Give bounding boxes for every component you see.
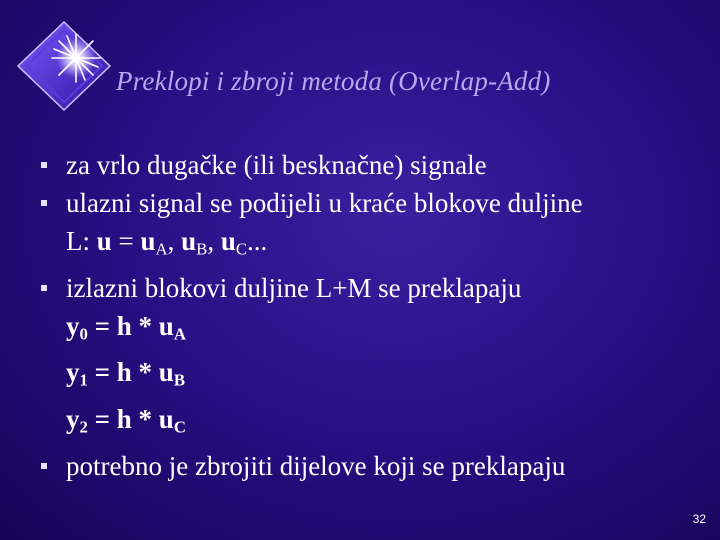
square-bullet-icon <box>41 200 47 206</box>
slide-logo-diamond-star <box>14 16 124 126</box>
bullet-continuation: L: $u = u_A$, $u_B$, $u_C$... <box>66 226 268 259</box>
bullet-item <box>38 269 698 447</box>
square-bullet-icon <box>41 162 47 168</box>
bullet-item <box>38 184 698 269</box>
square-bullet-icon <box>41 463 47 469</box>
square-bullet-icon <box>41 285 47 291</box>
bullet-item <box>38 447 698 485</box>
equation-y2: $y_2 = h * u_C$ <box>66 404 186 437</box>
equation-y0: $y_0 = h * u_A$ <box>66 310 186 344</box>
bullet-item <box>38 146 698 184</box>
bullet-text: ulazni signal se podijeli u kraće blokove duljine <box>66 188 583 218</box>
expr-u: u <box>96 226 112 256</box>
bullet-text: za vrlo dugačke (ili besknačne) signale <box>66 150 487 180</box>
bullet-text: izlazni blokovi duljine L+M se preklapaju <box>66 272 522 303</box>
slide-title: Preklopi i zbroji metoda (Overlap-Add) <box>116 66 551 96</box>
page-number: 32 <box>692 512 706 526</box>
bullet-text: potrebno je zbrojiti dijelove koji se preklapaju <box>66 450 566 481</box>
bullet-list <box>38 146 698 485</box>
equation-y1: $y_1 = h * u_B$ <box>66 357 185 391</box>
